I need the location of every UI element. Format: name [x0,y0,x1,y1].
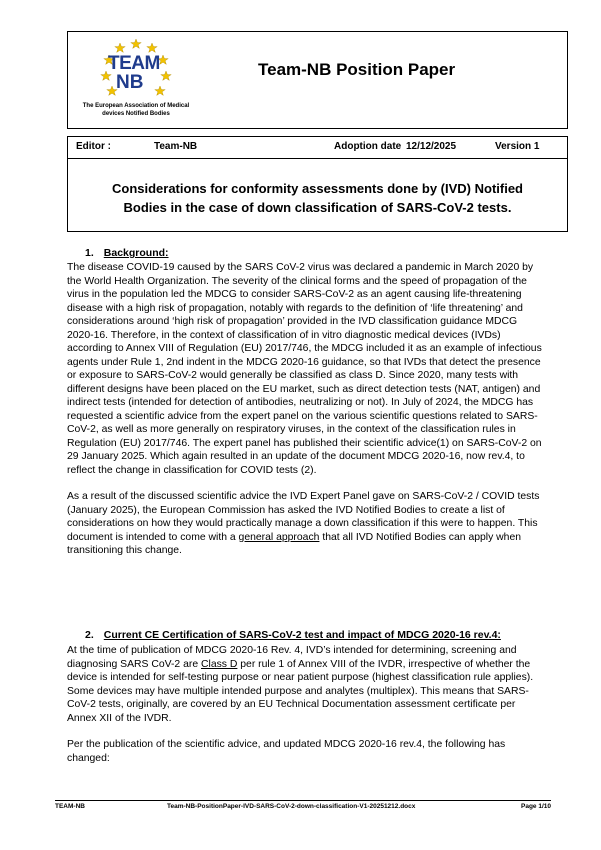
footer-page-number: Page 1/10 [521,803,551,810]
section-2-body [67,644,543,765]
paragraph-text: At the time of publication of MDCG 2020-16 Rev. 4, IVD’s intended for determining, screening and diagnosing SARS CoV-2 are [67,645,517,670]
logo-team-text: TEAM [108,53,160,74]
paragraph-text: per rule 1 of Annex VIII of the IVDR, irrespective of whether the device is intended for self-testing purpose or near patient purpose (highest classification rule applies). Some devices may have multiple intended purpose and analytes (multiplex). This means that SARS-CoV-2 tests, originally, are covered by an EU Technical Documentation assessment certificate per Annex XII of the IVDR. [67,658,534,724]
document-meta-box [67,136,568,232]
adoption-date-value: 12/12/2025 [406,141,457,152]
editor-value: Team-NB [154,141,198,152]
document-title-line1: Considerations for conformity assessments done by (IVD) Notified [111,181,523,196]
section-2-title: Current CE Certification of SARS-CoV-2 test and impact of MDCG 2020-16 rev.4: [103,629,501,641]
team-nb-logo [76,38,196,124]
section-1-paragraph-2 [67,490,543,558]
footer-rule [55,800,551,801]
adoption-date-label: Adoption date [334,141,402,152]
header-box [67,31,568,129]
section-1-heading [85,247,169,259]
document-title-line2: Bodies in the case of down classification of SARS-CoV-2 tests. [123,200,512,215]
section-2-number: 2. [85,629,94,641]
section-1-body [67,261,543,558]
logo-association-text: The European Association of Medical devices Notified Bodies [82,103,190,117]
section-2-paragraph-1 [67,644,543,725]
section-1-paragraph-1: The disease COVID-19 caused by the SARS CoV-2 virus was declared a pandemic in March 2020 by the World Health Organization. The severity of the clinical forms and the speed of propagation of the virus in the population led the MDCG to consider SARS-CoV-2 as an agent causing life-threatening disease with a high risk of propagation, notably with regards to the definition of ‘life threatening’ and considerations around ‘high risk of propagation’ provided in the IVD classification guidance MDCG 2020-16. Therefore, in the context of classification of in vitro diagnostic medical devices (IVDs) according to Annex VIII of Regulation (EU) 2017/746, the MDCG included it as an example of infectious agents under Rule 1, 2nd indent in the MDCG 2020-16 guidance, so that IVDs that detect the presence or exposure to SARS-CoV-2 would generally be classified as class D. Since 2020, many tests with different designs have been placed on the EU market, such as direct detection tests (NAT, antigen) and indirect tests (intended for detection of antibodies, neutralizing or not). In July of 2024, the MDCG has requested a scientific advice from the expert panel on the various scientific questions related to SARS-CoV-2, as well as more generally on respiratory viruses, in the context of the classification rules in Regulation (EU) 2017/746. The expert panel has published their scientific advice(1) on SARS-CoV-2 on 29 January 2025. Which again resulted in an update of the document MDCG 2020-16, now rev.4, to reflect the change in classification for COVID tests (2). [67,262,542,476]
logo-nb-text: NB [116,72,144,93]
meta-row [68,137,567,159]
general-approach-text: general approach [238,531,320,543]
footer-left: TEAM-NB [55,803,85,810]
paragraph-text: that all IVD Notified Bodies can apply when transitioning this change. [67,531,522,556]
class-d-text: Class D [201,658,238,670]
paragraph-text: As a result of the discussed scientific advice the IVD Expert Panel gave on SARS-CoV-2 / COVID tests (January 2025), the European Commission has asked the IVD Notified Bodies to create a list of considerations on how they would practically manage a down classification if this were to happen. This document is intended to come with a [67,491,540,543]
version-label: Version 1 [495,141,540,152]
document-title [68,179,567,217]
section-1-title: Background: [103,247,169,259]
page-title: Team-NB Position Paper [258,60,456,79]
section-2-heading [85,629,501,641]
footer-filename: Team-NB-PositionPaper-IVD-SARS-CoV-2-down-classification-V1-20251212.docx [167,803,416,810]
section-2-paragraph-2: Per the publication of the scientific advice, and updated MDCG 2020-16 rev.4, the following has changed: [67,739,506,764]
editor-label: Editor : [76,141,111,152]
section-1-number: 1. [85,247,94,259]
